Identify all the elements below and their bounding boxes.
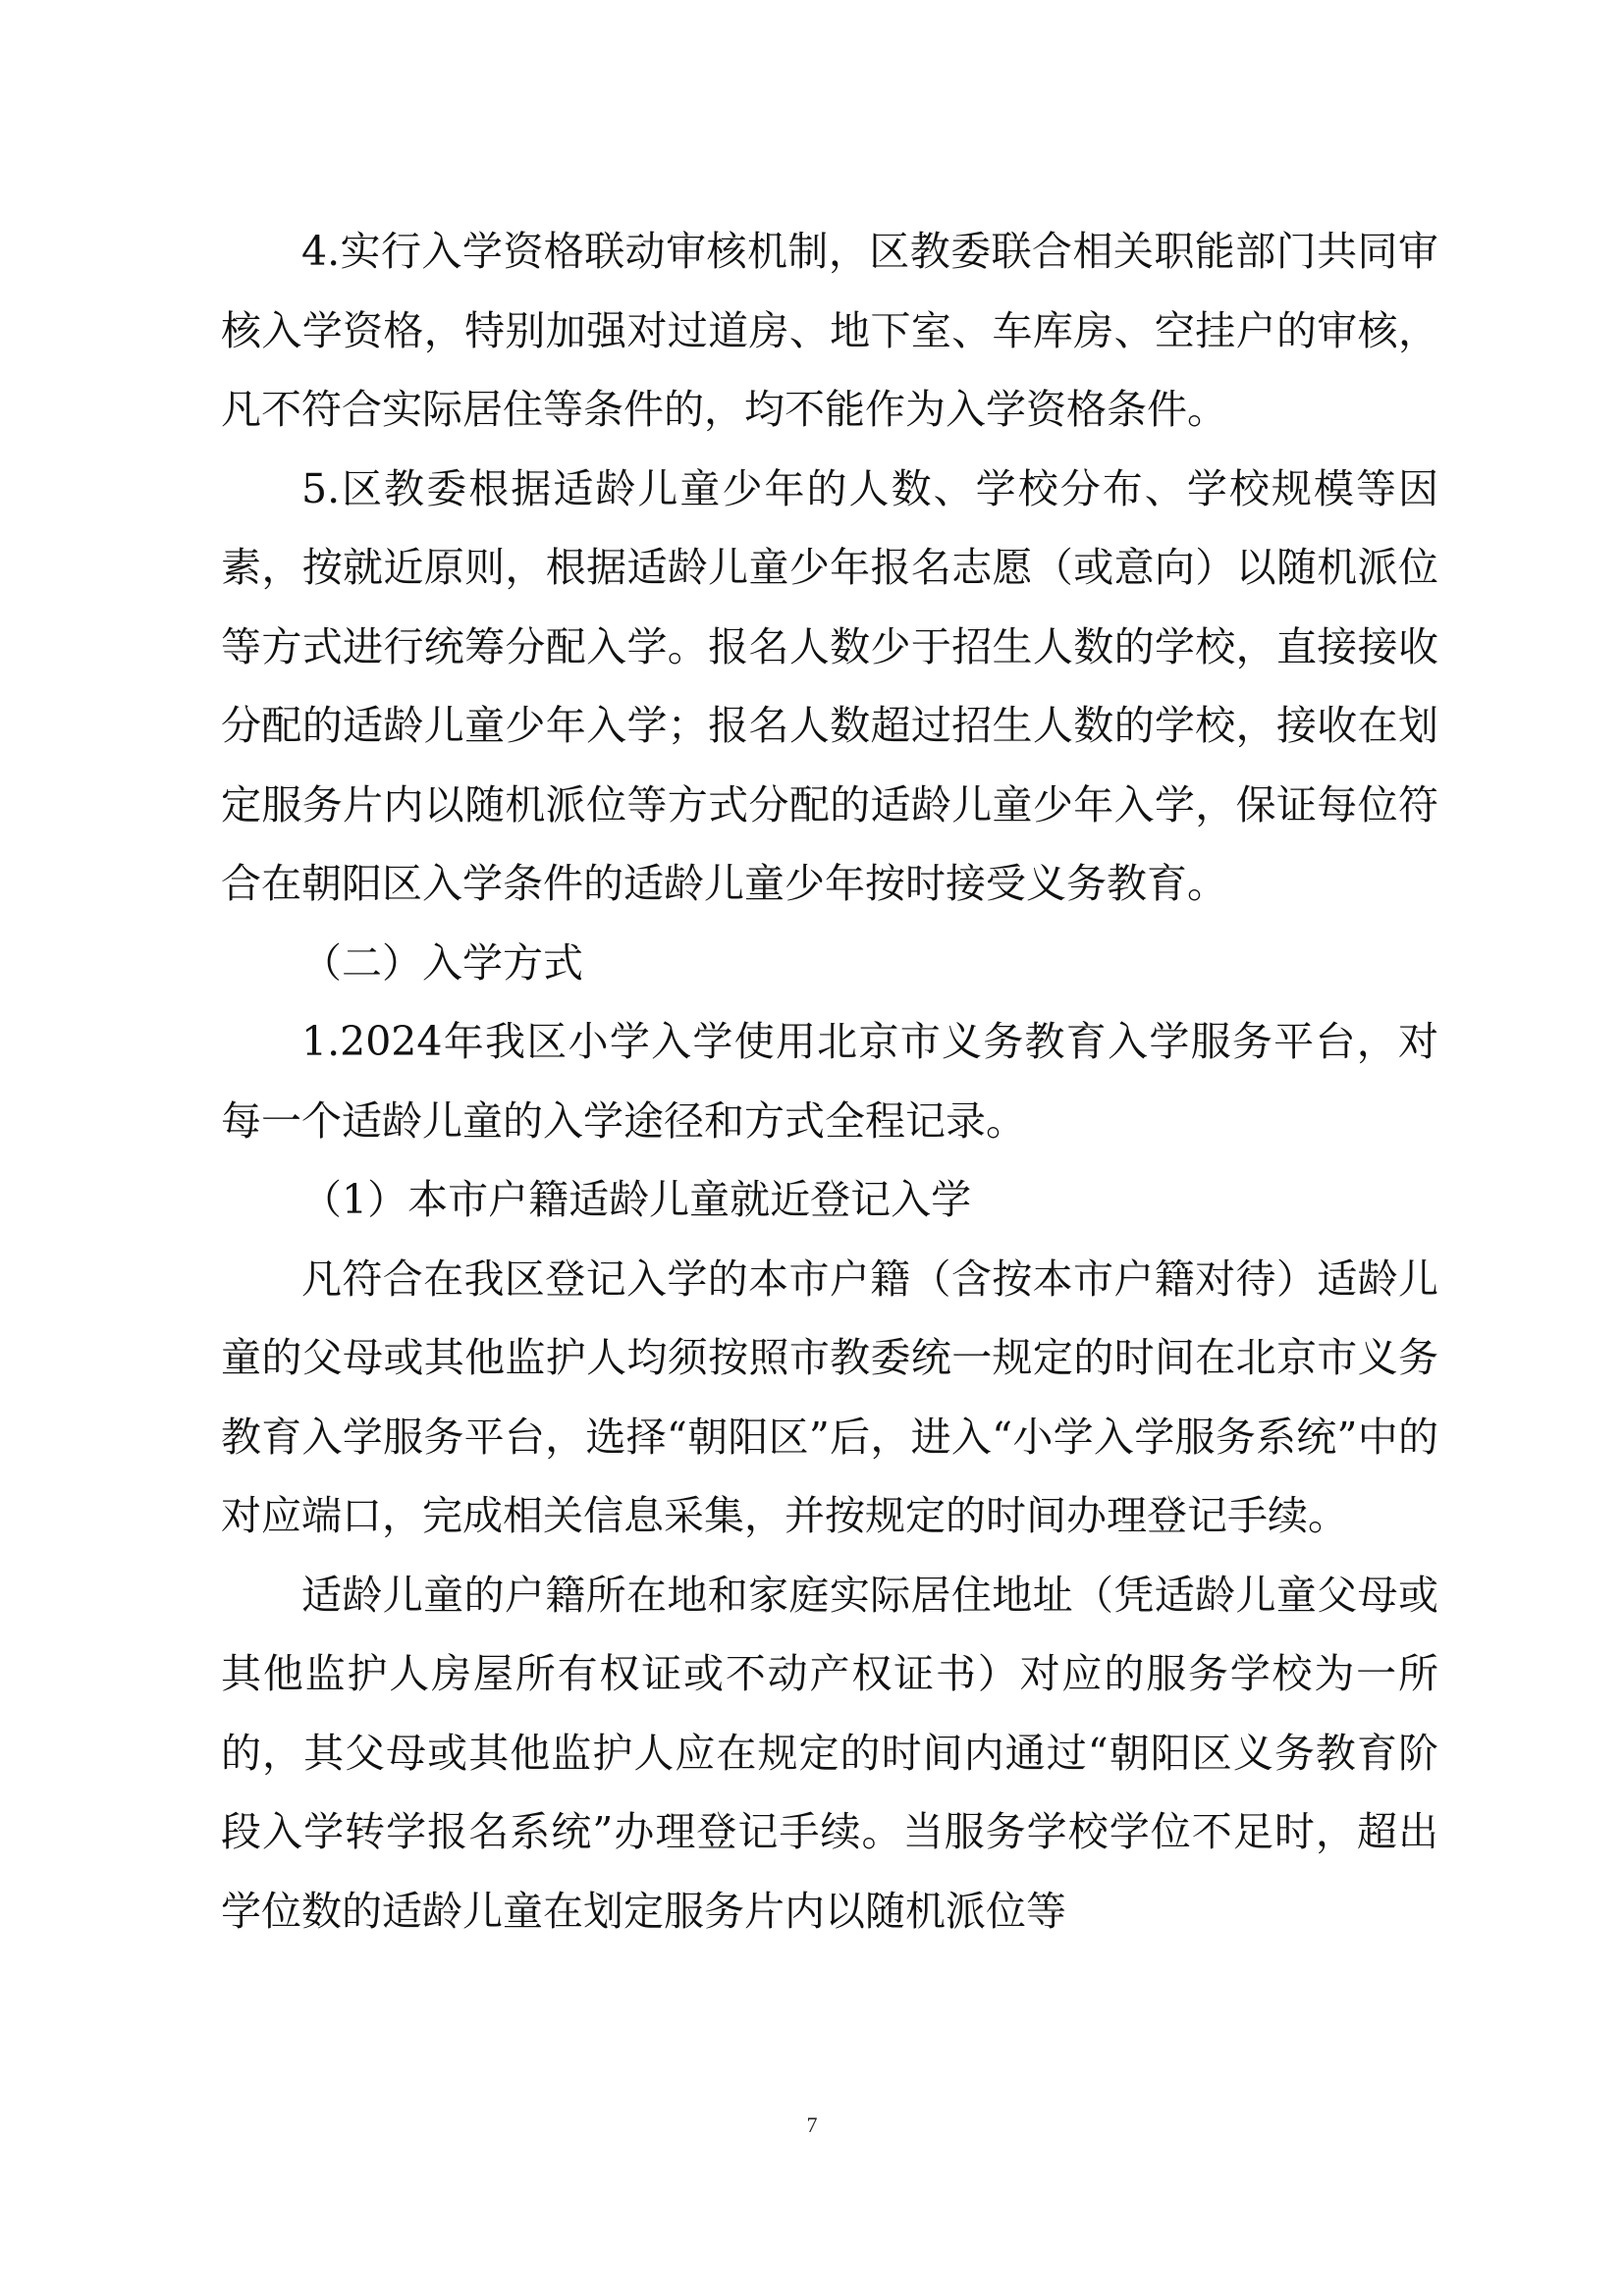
paragraph-eligibility-review: 4.实行入学资格联动审核机制，区教委联合相关职能部门共同审核入学资格，特别加强对过道房、地下室、车库房、空挂户的审核，凡不符合实际居住等条件的，均不能作为入学资格条件。 <box>221 228 1438 433</box>
page-number: 7 <box>806 2112 818 2137</box>
paragraph-enrollment-platform: 1.2024年我区小学入学使用北京市义务教育入学服务平台，对每一个适龄儿童的入学途径和方式全程记录。 <box>221 1018 1438 1145</box>
paragraph-registration-procedure: 凡符合在我区登记入学的本市户籍（含按本市户籍对待）适龄儿童的父母或其他监护人均须按照市教委统一规定的时间在北京市义务教育入学服务平台，选择“朝阳区”后，进入“小学入学服务系统”中的对应端口，完成相关信息采集，并按规定的时间办理登记手续。 <box>221 1255 1438 1539</box>
paragraph-allocation-principle: 5.区教委根据适龄儿童少年的人数、学校分布、学校规模等因素，按就近原则，根据适龄儿童少年报名志愿（或意向）以随机派位等方式进行统筹分配入学。报名人数少于招生人数的学校，直接接收分配的适龄儿童少年入学；报名人数超过招生人数的学校，接收在划定服务片内以随机派位等方式分配的适龄儿童少年入学，保证每位符合在朝阳区入学条件的适龄儿童少年按时接受义务教育。 <box>221 464 1438 907</box>
section-heading-enrollment-method: （二）入学方式 <box>301 938 583 987</box>
body-text <box>221 212 1438 1950</box>
paragraph-service-school: 适龄儿童的户籍所在地和家庭实际居住地址（凭适龄儿童父母或其他监护人房屋所有权证或不动产权证书）对应的服务学校为一所的，其父母或其他监护人应在规定的时间内通过“朝阳区义务教育阶段入学转学报名系统”办理登记手续。当服务学校学位不足时，超出学位数的适龄儿童在划定服务片内以随机派位等 <box>221 1571 1438 1935</box>
subheading-local-registration: （1）本市户籍适龄儿童就近登记入学 <box>301 1176 972 1223</box>
